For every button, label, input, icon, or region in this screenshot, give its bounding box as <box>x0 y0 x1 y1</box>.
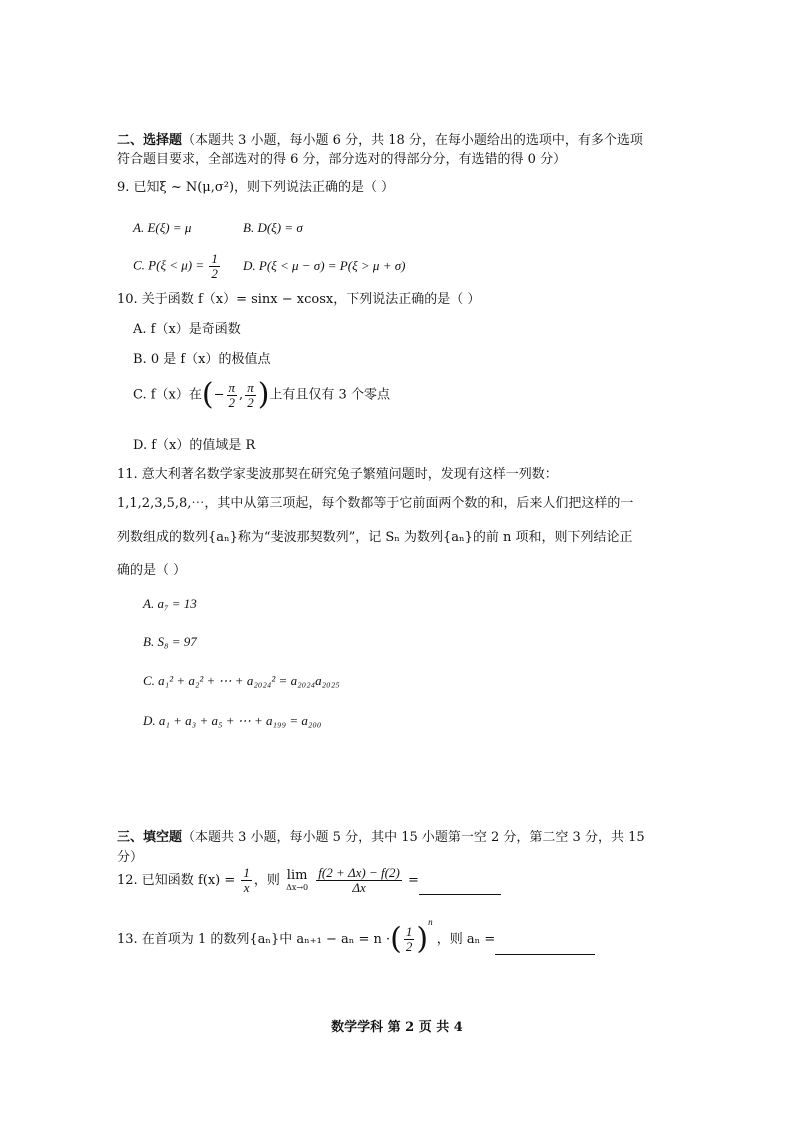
section3-heading-line1 <box>117 830 645 846</box>
q12-limit <box>286 869 308 893</box>
q13-prefix: 13. 在首项为 1 的数列{aₙ}中 aₙ₊₁ − aₙ = n · <box>117 932 391 947</box>
q10-option-c: C. f（x）在(− $\frac{\pi}{2}$ , $\frac{\pi}{2}$ )上有且仅有 3 个零点 <box>133 377 390 412</box>
fraction-denominator: x <box>243 880 250 895</box>
q10-fraction-2 <box>245 381 256 410</box>
fraction-denominator: 2 <box>247 394 254 410</box>
left-paren: ( <box>390 921 402 957</box>
q10-option-a: A. f（x）是奇函数 <box>133 322 241 337</box>
q13-suffix: ，则 aₙ = <box>436 932 496 947</box>
section2-desc-line2: 符合题目要求，全部选对的得 6 分，部分选对的得部分分，有选错的得 0 分） <box>117 152 567 167</box>
fraction-denominator: Δx <box>352 880 366 895</box>
q13-fraction <box>404 925 415 954</box>
limit-subscript: Δx→0 <box>286 882 309 892</box>
section3-heading: 三、填空题 <box>117 830 183 845</box>
right-paren: ) <box>257 377 270 412</box>
q10-option-c-prefix: C. f（x）在 <box>133 387 202 403</box>
page-footer: 数学学科 第 2 页 共 4 <box>331 1020 463 1035</box>
q9-option-d: D. P(ξ < μ − σ) = P(ξ > μ + σ) <box>243 258 406 273</box>
fraction-numerator: 1 <box>243 865 250 880</box>
q10-fraction-1 <box>227 381 238 410</box>
q12 <box>117 866 501 902</box>
q11-line2: 1,1,2,3,5,8,⋯，其中从第三项起，每个数都等于它前面两个数的和，后来人们把这样的一 <box>117 496 634 511</box>
q11-option-b: B. S₈ = 97 <box>143 634 197 649</box>
q13-answer-blank[interactable] <box>495 940 595 955</box>
q12-function-fraction <box>241 866 252 895</box>
fraction-denominator: 2 <box>228 394 236 410</box>
q10-option-d: D. f（x）的值域是 R <box>133 438 256 453</box>
fraction-denominator: 2 <box>211 266 218 281</box>
fraction-numerator: 1 <box>405 924 413 939</box>
section3-desc-line2: 分） <box>117 850 144 865</box>
section2-heading-line1 <box>117 133 643 149</box>
fraction-numerator: π <box>228 379 236 395</box>
q11-line4: 确的是（ ） <box>117 563 187 578</box>
fraction-numerator: π <box>247 379 254 395</box>
section3-desc-line1: （本题共 3 小题，每小题 5 分，其中 15 小题第一空 2 分，第二空 3 分，共 15 <box>182 830 645 845</box>
q11-line1: 11. 意大利著名数学家斐波那契在研究兔子繁殖问题时，发现有这样一列数： <box>117 467 558 482</box>
q12-answer-blank[interactable] <box>419 880 501 895</box>
q9-stem: 9. 已知ξ ~ N(μ,σ²)，则下列说法正确的是（ ） <box>117 180 395 195</box>
q11-option-c: C. a₁² + a₂² + ⋯ + a₂₀₂₄² = a₂₀₂₄a₂₀₂₅ <box>143 673 340 688</box>
q9-option-a: A. E(ξ) = μ <box>133 220 192 235</box>
q11-line3: 列数组成的数列{aₙ}称为“斐波那契数列”，记 Sₙ 为数列{aₙ}的前 n 项和，则下列结论正 <box>117 530 633 545</box>
q10-stem: 10. 关于函数 f（x）= sinx − xcosx，下列说法正确的是（ ） <box>117 292 481 307</box>
q12-prefix: 12. 已知函数 f(x) = <box>117 873 236 888</box>
section2-heading: 二、选择题 <box>117 133 183 148</box>
limit-label: lim <box>286 867 308 883</box>
q13-exponent: n <box>428 917 433 927</box>
q12-mid: ，则 <box>253 873 280 888</box>
q11-option-d: D. a₁ + a₃ + a₅ + ⋯ + a₁₉₉ = a₂₀₀ <box>143 713 322 728</box>
left-paren: ( <box>201 377 214 412</box>
q9-option-c <box>133 252 222 284</box>
section2-desc-line1: （本题共 3 小题，每小题 6 分，共 18 分，在每小题给出的选项中，有多个选项 <box>182 133 643 148</box>
q12-difference-quotient <box>316 866 402 895</box>
q9-option-b: B. D(ξ) = σ <box>243 220 303 235</box>
fraction-denominator: 2 <box>405 939 413 954</box>
q10-option-b: B. 0 是 f（x）的极值点 <box>133 352 271 367</box>
fraction-numerator: 1 <box>211 251 218 266</box>
q9-option-c-fraction <box>209 252 220 281</box>
fraction-numerator: f(2 + Δx) − f(2) <box>318 865 400 880</box>
right-paren: ) <box>416 921 429 957</box>
q10-option-c-suffix: 上有且仅有 3 个零点 <box>269 387 390 403</box>
q11-option-a: A. a₇ = 13 <box>143 596 197 611</box>
q12-equals: = <box>407 873 419 888</box>
q13 <box>117 914 595 958</box>
q9-option-c-text: C. P(ξ < μ) = <box>133 257 205 273</box>
